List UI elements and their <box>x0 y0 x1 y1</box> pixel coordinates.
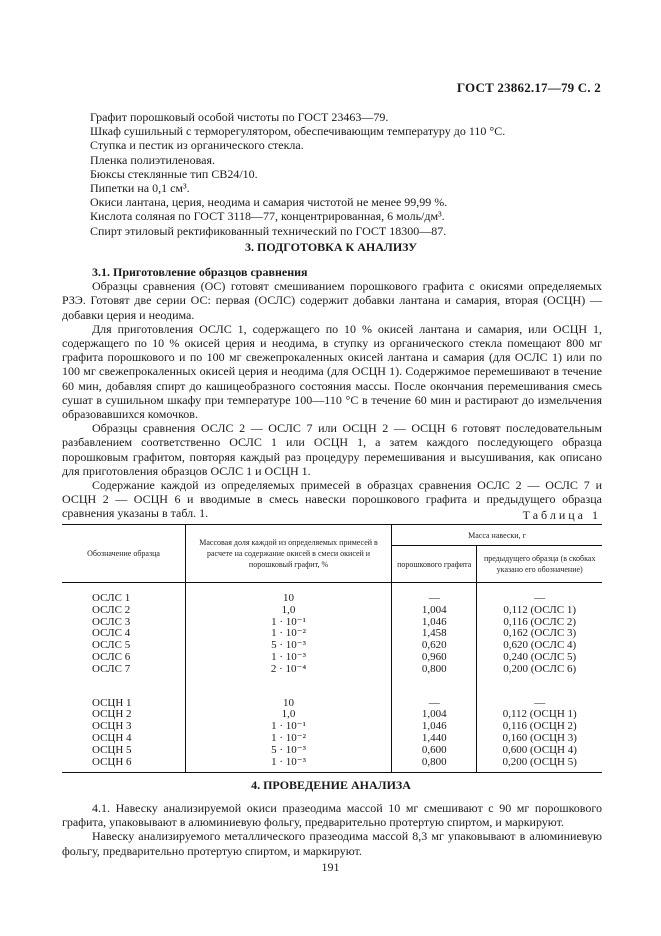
section-3-title: 3. ПОДГОТОВКА К АНАЛИЗУ <box>244 240 418 254</box>
table-cell-sample: ОСЦН 2 <box>92 708 132 721</box>
table-1 <box>62 524 602 773</box>
paragraph: Образцы сравнения (ОС) готовят смешиванием порошкового графита с окисями определяемых РЗЭ. Готовят две серии ОС: первая (ОСЛС) содержит добавки лантана и самария, вторая (ОСЦН) — добавки церия и неодима. <box>62 279 602 322</box>
materials-list <box>90 110 602 238</box>
table-group-oscn <box>62 688 602 769</box>
table-spacer <box>62 676 602 688</box>
paragraph: Для приготовления ОСЛС 1, содержащего по 10 % окисей лантана и самария, или ОСЦН 1, содержащего по 10 % окисей церия и неодима, в ступку из органического стекла помещают 800 мг графита порошкового и по 100 мг свежепрокаленных окисей лантана и самария (для ОСЛС 1) или по 100 мг свежепрокаленных окисей церия и неодима (для ОСЦН 1). Содержимое перемешивают в течение 60 мин, добавляя спирт до кашицеобразного состояния массы. После окончания перемешивания смесь сушат в сушильном шкафу при температуре 100—110 °С в течение 60 мин и растирают до измельчения образовавшихся комочков. <box>62 321 602 422</box>
table-cell-previous: 0,162 (ОСЛС 3) <box>477 628 602 640</box>
table-row <box>62 757 602 769</box>
table-row <box>62 733 602 745</box>
table-cell-sample: ОСЦН 6 <box>92 755 132 768</box>
table-cell-graphite: 0,600 <box>392 745 477 757</box>
table-cell-graphite: — <box>392 688 477 710</box>
table-cell-fraction: 1 · 10⁻² <box>186 628 392 640</box>
table-row <box>62 745 602 757</box>
section-3-body <box>62 265 602 521</box>
table-row <box>62 583 602 605</box>
subsection-title: 3.1. Приготовление образцов сравнения <box>92 265 308 279</box>
table-cell-fraction: 5 · 10⁻³ <box>186 640 392 652</box>
table-cell-graphite: — <box>392 583 477 605</box>
table-cell-fraction: 10 <box>186 688 392 710</box>
section-4-title: 4. ПРОВЕДЕНИЕ АНАЛИЗА <box>251 778 411 792</box>
table-cell-sample: ОСЛС 3 <box>92 615 131 628</box>
table-cell-sample: ОСЛС 7 <box>92 662 131 675</box>
paragraph: 4.1. Навеску анализируемой окиси празеодима массой 10 мг смешивают с 90 мг порошкового графита, упаковывают в алюминиевую фольгу, предварительно протертую спиртом, и маркируют. <box>62 801 602 830</box>
list-item: Графит порошковый особой чистоты по ГОСТ 23463—79. <box>90 110 389 124</box>
table-cell-fraction: 10 <box>186 583 392 605</box>
col-header-graphite: порошкового графита <box>392 546 477 583</box>
table-cell-previous: 0,200 (ОСЦН 5) <box>477 757 602 769</box>
table-cell-sample: ОСЦН 5 <box>92 743 132 756</box>
table-row <box>62 605 602 617</box>
table-cell-previous: 0,620 (ОСЛС 4) <box>477 640 602 652</box>
table-row <box>62 688 602 710</box>
table-row <box>62 664 602 676</box>
table-cell-sample: ОСЛС 6 <box>92 650 131 663</box>
paragraph: Образцы сравнения ОСЛС 2 — ОСЛС 7 или ОСЦН 2 — ОСЦН 6 готовят последовательным разбавлением соответственно ОСЛС 1 или ОСЦН 1, а затем каждого последующего образца порошковым графитом, повторяя каждый раз процедуру перемешивания и высушивания, как описано для приготовления образцов ОСЛС 1 и ОСЦН 1. <box>62 421 602 478</box>
section-4-body <box>62 801 602 858</box>
list-item: Окиси лантана, церия, неодима и самария чистотой не менее 99,99 %. <box>90 195 448 210</box>
table-end-row <box>62 768 602 773</box>
table-cell-graphite: 0,620 <box>392 640 477 652</box>
table-cell-graphite: 1,004 <box>392 709 477 721</box>
table-cell-sample: ОСЛС 5 <box>92 639 131 652</box>
table-cell-graphite: 1,046 <box>392 617 477 629</box>
table-cell-sample: ОСЦН 4 <box>92 731 132 744</box>
col-header-mass: Масса навески, г <box>392 525 603 546</box>
col-header-fraction: Массовая доля каждой из определяемых примесей в расчете на содержание окисей в смеси окисей и порошковый графит, % <box>186 525 392 583</box>
table-cell-previous: 0,160 (ОСЦН 3) <box>477 733 602 745</box>
table-cell-previous: 0,112 (ОСЦН 1) <box>477 709 602 721</box>
table-cell-graphite: 1,458 <box>392 628 477 640</box>
col-header-previous: предыдущего образца (в скобках указано его обозначение) <box>477 546 602 583</box>
table-cell-sample: ОСЛС 1 <box>92 592 131 604</box>
table-cell-previous: — <box>477 583 602 605</box>
table-cell-fraction: 1 · 10⁻¹ <box>186 617 392 629</box>
list-item: Ступка и пестик из органического стекла. <box>90 138 304 153</box>
document-header: ГОСТ 23862.17—79 С. 2 <box>456 80 601 95</box>
table-cell-previous: 0,240 (ОСЛС 5) <box>477 652 602 664</box>
table-cell-graphite: 0,960 <box>392 652 477 664</box>
table-cell-fraction: 1 · 10⁻¹ <box>186 721 392 733</box>
table-cell-previous: 0,116 (ОСЛС 2) <box>477 617 602 629</box>
table-cell-fraction: 5 · 10⁻³ <box>186 745 392 757</box>
table-cell-fraction: 1,0 <box>186 709 392 721</box>
table-cell-previous: 0,600 (ОСЦН 4) <box>477 745 602 757</box>
list-item: Пипетки на 0,1 см³. <box>90 181 190 196</box>
paragraph: Содержание каждой из определяемых примесей в образцах сравнения ОСЛС 2 — ОСЛС 7 и ОСЦН 2 — ОСЦН 6 и вводимые в смесь навески порошкового графита и предыдущего образца сравнения указаны в табл. 1. <box>62 478 602 521</box>
table-label: Таблица 1 <box>522 508 601 522</box>
table-cell-previous: 0,116 (ОСЦН 2) <box>477 721 602 733</box>
table-cell-sample: ОСЛС 2 <box>92 603 131 616</box>
table-cell-fraction: 1,0 <box>186 605 392 617</box>
list-item: Бюксы стеклянные тип СВ24/10. <box>90 166 258 181</box>
table-cell-previous: — <box>477 688 602 710</box>
table-cell-graphite: 0,800 <box>392 757 477 769</box>
table-cell-graphite: 1,004 <box>392 605 477 617</box>
table-cell-fraction: 1 · 10⁻² <box>186 733 392 745</box>
list-item: Кислота соляная по ГОСТ 3118—77, концентрированная, 6 моль/дм³. <box>90 209 445 224</box>
list-item: Спирт этиловый ректификованный технический по ГОСТ 18300—87. <box>90 223 447 238</box>
list-item: Пленка полиэтиленовая. <box>90 152 215 167</box>
table-cell-graphite: 1,440 <box>392 733 477 745</box>
table-group-oslc <box>62 583 602 676</box>
table-cell-graphite: 0,800 <box>392 664 477 676</box>
table-cell-fraction: 2 · 10⁻⁴ <box>186 664 392 676</box>
table-cell-sample: ОСЛС 4 <box>92 627 131 640</box>
col-header-sample: Обозначение образца <box>62 525 186 583</box>
paragraph: Навеску анализируемого металлического празеодима массой 8,3 мг упаковывают в алюминиевую фольгу, предварительно протертую спиртом, и маркируют. <box>62 829 602 858</box>
page-number: 191 <box>321 860 340 874</box>
list-item: Шкаф сушильный с терморегулятором, обеспечивающим температуру до 110 °С. <box>90 124 506 139</box>
table-cell-fraction: 1 · 10⁻³ <box>186 757 392 769</box>
data-table <box>62 524 602 773</box>
table-cell-fraction: 1 · 10⁻³ <box>186 652 392 664</box>
table-cell-sample: ОСЦН 3 <box>92 720 132 733</box>
table-row <box>62 652 602 664</box>
table-cell-previous: 0,112 (ОСЛС 1) <box>477 605 602 617</box>
table-cell-sample: ОСЦН 1 <box>92 696 132 709</box>
table-cell-graphite: 1,046 <box>392 721 477 733</box>
table-cell-previous: 0,200 (ОСЛС 6) <box>477 664 602 676</box>
